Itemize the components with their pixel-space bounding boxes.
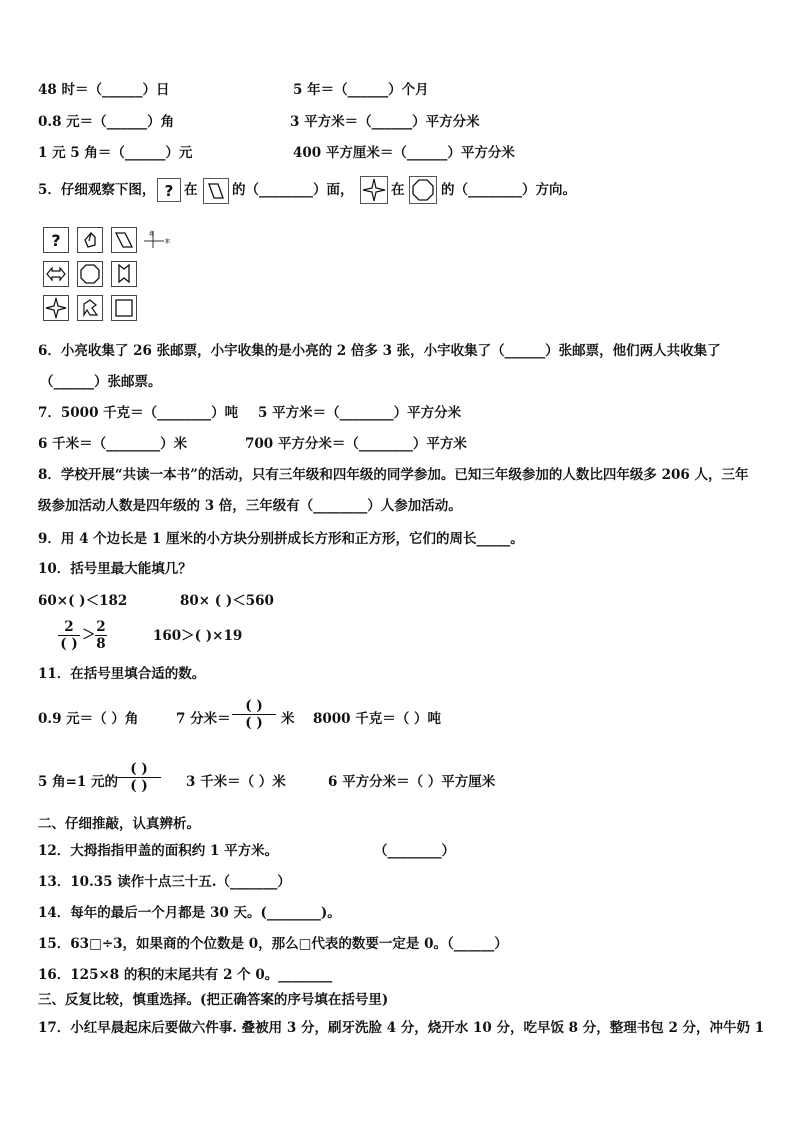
q11-c: 8000 千克＝（ ）吨 (313, 711, 441, 727)
q5-direction-text1: 的（________）面， (232, 182, 354, 198)
question-mark-icon (157, 178, 181, 202)
section3-title: 三、反复比较，慎重选择。(把正确答案的序号填在括号里) (38, 992, 389, 1008)
q11-title: 11．在括号里填合适的数。 (38, 666, 206, 682)
q11-b-post: 米 (281, 711, 295, 727)
conv-5y: 5 年＝（______）个月 (293, 82, 429, 98)
q11-frac-b-num: ( ) (245, 698, 263, 714)
q7-700dm2: 700 平方分米＝（________）平方米 (245, 436, 467, 452)
q17-text: 17．小红早晨起床后要做六件事. 叠被用 3 分，刷牙洗脸 4 分，烧开水 10 分，吃早饭 8 分，整理书包 2 分，冲牛奶 1 (38, 1020, 765, 1036)
q10-a: 60×( )＜182 (38, 593, 128, 609)
q7-6km: 6 千米＝（________）米 (38, 436, 188, 452)
q7-5m2: 5 平方米＝（________）平方分米 (258, 405, 462, 421)
q8-line2: 级参加活动人数是四年级的 3 倍，三年级有（________）人参加活动。 (38, 498, 462, 514)
q13-text: 13．10.35 读作十点三十五.（_______） (38, 874, 291, 890)
q5-direction-text2: 的（________）方向。 (441, 182, 576, 198)
q11-frac-d-num: ( ) (130, 761, 148, 777)
q11-a: 0.9 元＝（ ）角 (38, 711, 139, 727)
q12-blank: （________） (374, 843, 455, 859)
grid-parallelogram-icon (111, 227, 137, 253)
compass-rose (142, 228, 172, 250)
q5-intro: 5．仔细观察下图， (38, 182, 156, 198)
q11-fraction-d (117, 761, 161, 794)
q16-text: 16．125×8 的积的末尾共有 2 个 0。________ (38, 967, 333, 983)
grid-octagon-icon (77, 261, 103, 287)
conv-08yuan: 0.8 元＝（______）角 (38, 114, 175, 130)
question-glyph: ? (164, 182, 174, 200)
q10-frac2-num: 2 (96, 619, 106, 635)
q11-b-pre: 7 分米＝ (176, 711, 231, 727)
q10-d: 160＞( )×19 (153, 628, 243, 644)
octagon-icon (409, 176, 437, 204)
compass-north: 北 (149, 231, 155, 237)
parallelogram-icon (203, 178, 229, 204)
q15-text: 15．63□÷3，如果商的个位数是 0，那么□代表的数要一定是 0。（______） (38, 936, 508, 952)
q10-fraction2 (95, 619, 107, 652)
q14-text: 14．每年的最后一个月都是 30 天。(________)。 (38, 905, 341, 921)
conv-3m2: 3 平方米＝（______）平方分米 (290, 114, 480, 130)
q10-frac2-den: 8 (96, 636, 106, 652)
q5-zai1: 在 (184, 182, 198, 198)
q11-frac-b-den: ( ) (245, 715, 263, 731)
q11-fraction-b (232, 698, 276, 731)
q10-frac1-den: ( ) (60, 636, 78, 652)
conv-1yuan5jiao: 1 元 5 角＝（______）元 (38, 145, 193, 161)
q11-frac-d-den: ( ) (130, 778, 148, 794)
grid-double-arrow-icon (43, 261, 69, 287)
grid-question-mark-icon (43, 227, 69, 253)
q10-gt: ＞ (82, 627, 96, 643)
four-point-star-icon (360, 176, 388, 204)
q12-text: 12．大拇指指甲盖的面积约 1 平方米。 (38, 843, 279, 859)
conv-400cm2: 400 平方厘米＝（______）平方分米 (293, 145, 515, 161)
q11-e: 3 千米＝（ ）米 (186, 774, 286, 790)
grid-arrow-shape-icon (77, 227, 103, 253)
grid-four-point-star-icon (43, 295, 69, 321)
q6-line1: 6．小亮收集了 26 张邮票，小宇收集的是小亮的 2 倍多 3 张，小宇收集了（______）张邮票，他们两人共收集了 (38, 343, 721, 359)
q10-frac1-num: 2 (64, 619, 74, 635)
grid-square-icon (111, 295, 137, 321)
grid-question-glyph: ? (51, 231, 61, 250)
grid-hook-shape-icon (77, 295, 103, 321)
q10-b: 80× ( )＜560 (180, 593, 274, 609)
grid-pentagon-notch-icon (111, 261, 137, 287)
q5-zai2: 在 (391, 182, 405, 198)
section2-title: 二、仔细推敲，认真辨析。 (38, 816, 200, 832)
q11-f: 6 平方分米＝（ ）平方厘米 (328, 774, 496, 790)
q9-text: 9．用 4 个边长是 1 厘米的小方块分别拼成长方形和正方形，它们的周长_____。 (38, 531, 524, 547)
conv-48h: 48 时＝（______）日 (38, 82, 170, 98)
q8-line1: 8．学校开展“共读一本书”的活动，只有三年级和四年级的同学参加。已知三年级参加的人数比四年级多 206 人，三年 (38, 467, 749, 483)
q11-d-pre: 5 角=1 元的 (38, 774, 118, 790)
q10-fraction1 (58, 619, 80, 652)
q10-title: 10．括号里最大能填几？ (38, 561, 192, 577)
q7-5000kg: 7．5000 千克＝（________）吨 (38, 405, 239, 421)
q6-line2: （______）张邮票。 (40, 374, 162, 390)
compass-east: 东 (165, 239, 171, 245)
